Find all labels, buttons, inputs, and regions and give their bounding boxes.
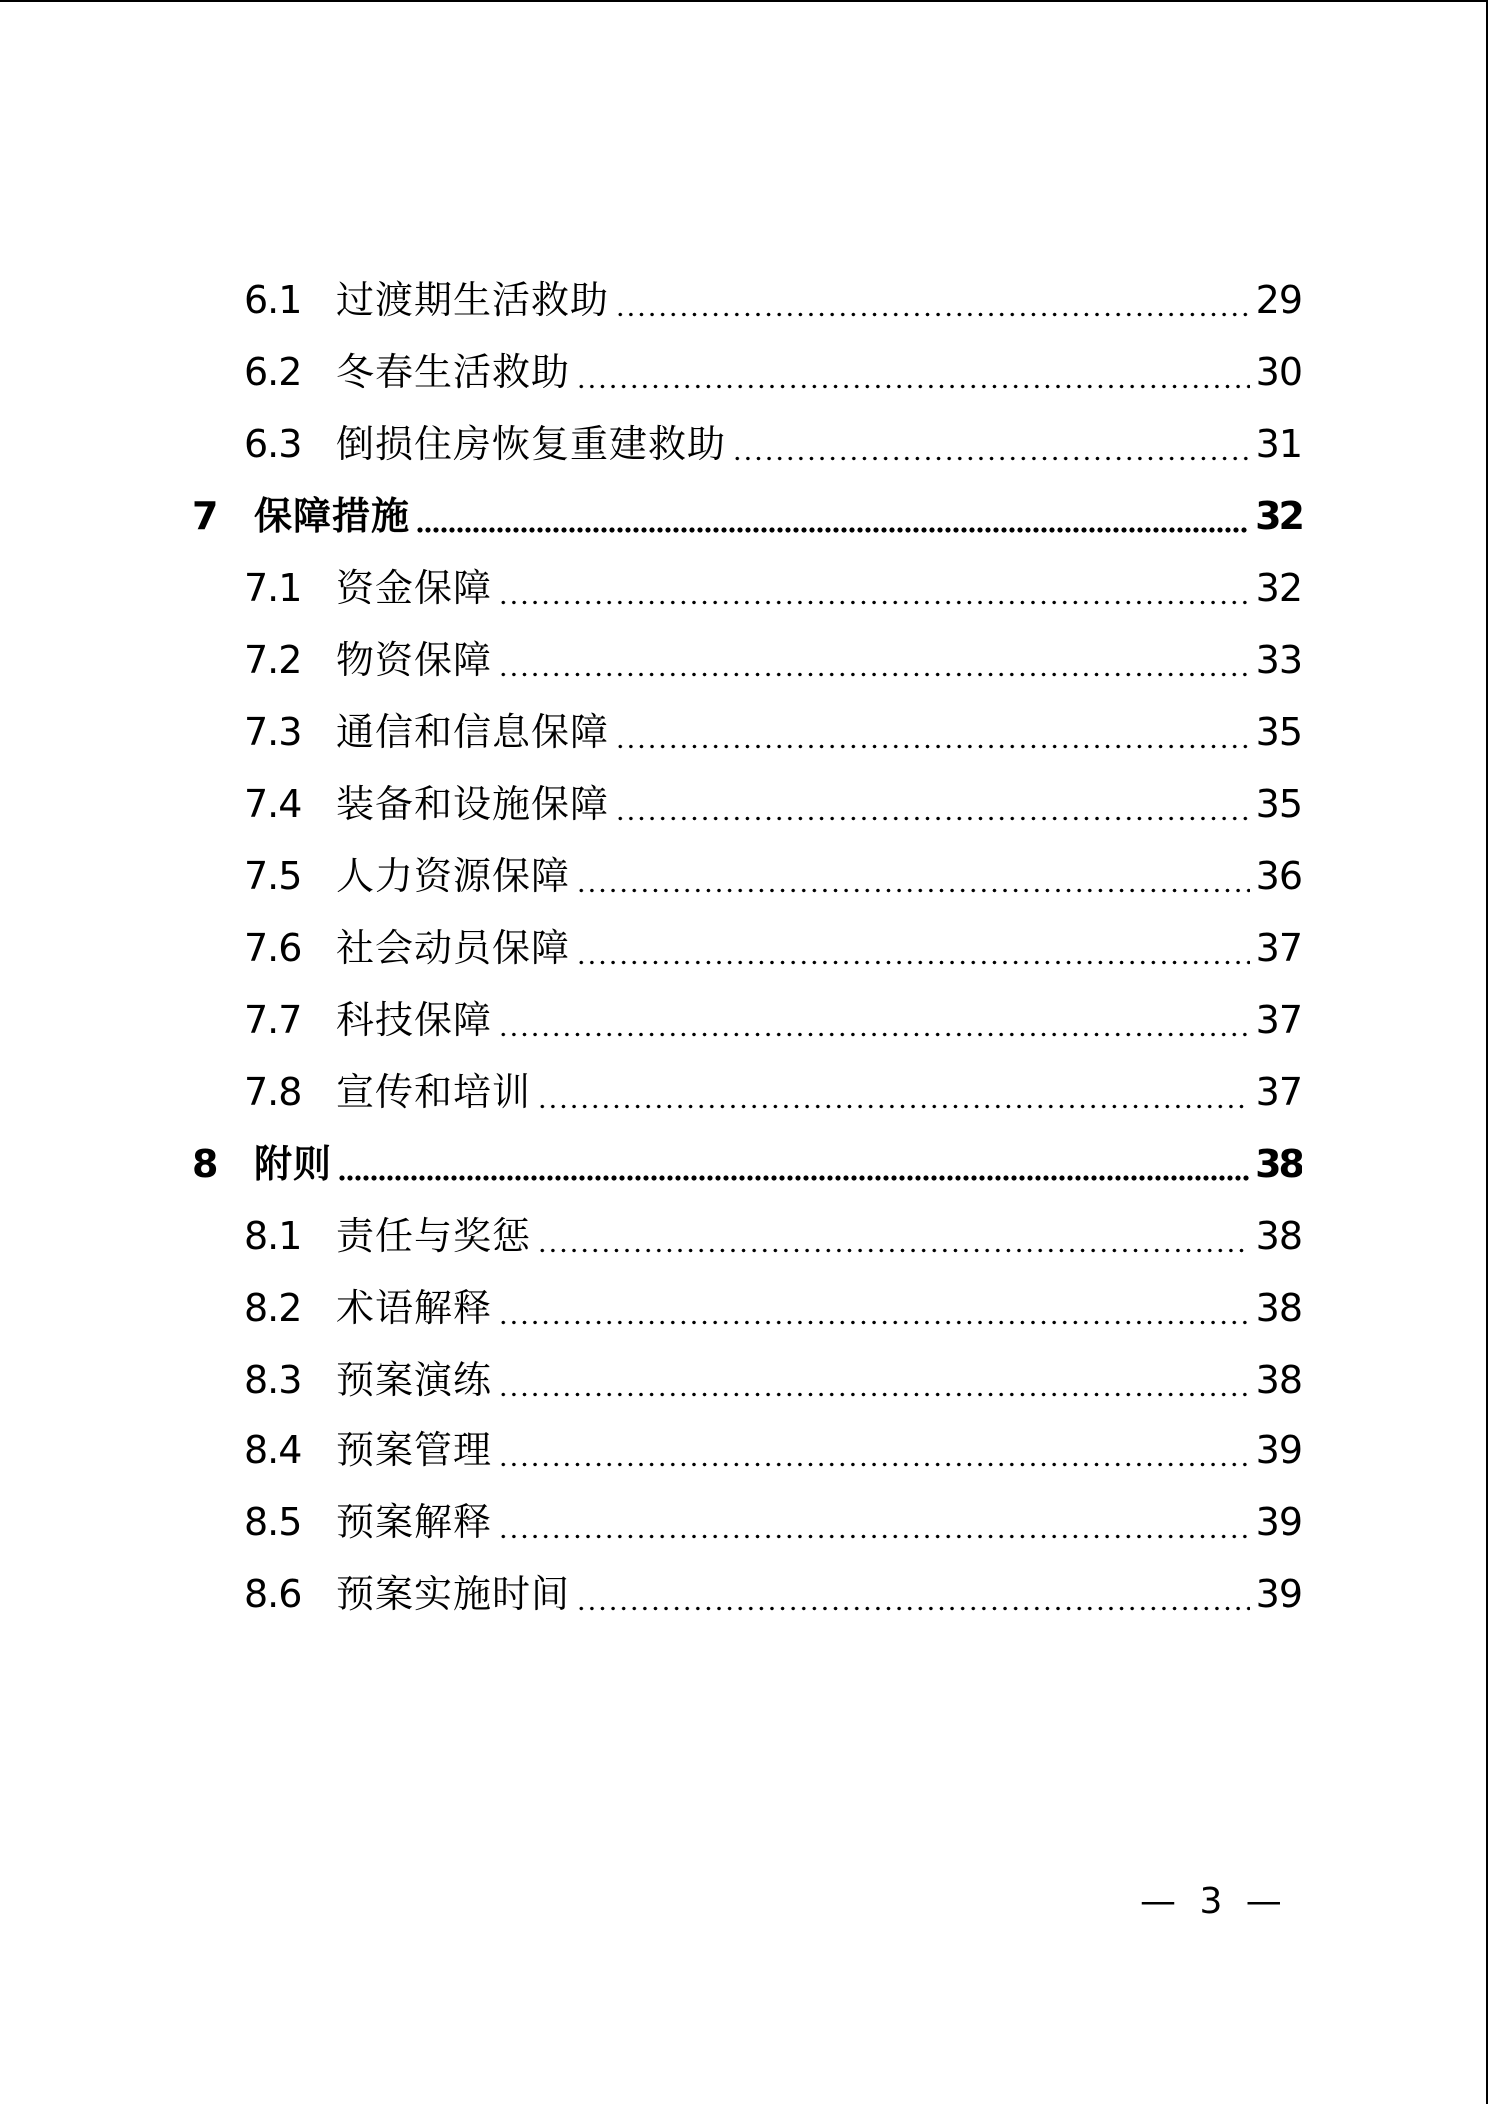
toc-dot-leader (498, 1350, 1250, 1410)
toc-dot-leader (576, 918, 1250, 978)
page-number: — 3 — (1140, 1881, 1282, 1922)
toc-entry-7-4[interactable] (244, 774, 1302, 834)
toc-entry-number: 7.1 (244, 566, 302, 610)
toc-dot-leader (732, 414, 1250, 474)
toc-chapter-title: 附则 (254, 1142, 333, 1186)
toc-entry-page: 29 (1255, 278, 1302, 322)
toc-dot-leader (498, 558, 1250, 618)
toc-entry-page: 37 (1255, 998, 1302, 1042)
toc-dot-leader (498, 1492, 1250, 1552)
toc-entry-8-5[interactable] (244, 1492, 1302, 1552)
toc-entry-page: 30 (1255, 350, 1302, 394)
toc-entry-number: 7.8 (244, 1070, 302, 1114)
toc-entry-title: 资金保障 (336, 566, 493, 610)
toc-entry-page: 38 (1255, 1358, 1302, 1402)
toc-entry-8-3[interactable] (244, 1350, 1302, 1410)
toc-entry-title: 物资保障 (336, 638, 493, 682)
toc-dot-leader (615, 774, 1250, 834)
toc-entry-6-3[interactable] (244, 414, 1302, 474)
toc-entry-page: 39 (1255, 1500, 1302, 1544)
toc-entry-page: 31 (1255, 422, 1302, 466)
toc-dot-leader (615, 702, 1250, 762)
toc-entry-8-2[interactable] (244, 1278, 1302, 1338)
page-border-top (0, 0, 1488, 2)
toc-entry-page: 38 (1255, 1214, 1302, 1258)
toc-entry-number: 8.1 (244, 1214, 302, 1258)
toc-entry-number: 7.6 (244, 926, 302, 970)
toc-entry-title: 预案实施时间 (336, 1572, 571, 1616)
toc-entry-title: 倒损住房恢复重建救助 (336, 422, 727, 466)
toc-entry-title: 装备和设施保障 (336, 782, 610, 826)
toc-chapter-title: 保障措施 (254, 494, 411, 538)
toc-dot-leader (338, 1134, 1249, 1194)
toc-entry-title: 预案演练 (336, 1358, 493, 1402)
toc-dot-leader (615, 270, 1250, 330)
toc-dot-leader (498, 630, 1250, 690)
toc-chapter-page: 32 (1255, 494, 1302, 538)
toc-dot-leader (576, 1564, 1250, 1624)
toc-entry-title: 通信和信息保障 (336, 710, 610, 754)
toc-entry-number: 7.5 (244, 854, 302, 898)
toc-entry-number: 7.2 (244, 638, 302, 682)
toc-entry-title: 责任与奖惩 (336, 1214, 532, 1258)
toc-entry-title: 过渡期生活救助 (336, 278, 610, 322)
toc-entry-number: 7.4 (244, 782, 302, 826)
toc-entry-title: 宣传和培训 (336, 1070, 532, 1114)
toc-entry-page: 35 (1255, 782, 1302, 826)
toc-entry-page: 37 (1255, 926, 1302, 970)
toc-entry-number: 8.2 (244, 1286, 302, 1330)
toc-entry-number: 6.2 (244, 350, 302, 394)
toc-entry-page: 37 (1255, 1070, 1302, 1114)
toc-entry-title: 冬春生活救助 (336, 350, 571, 394)
toc-chapter-8[interactable] (192, 1134, 1302, 1194)
toc-entry-number: 7.7 (244, 998, 302, 1042)
toc-dot-leader (498, 990, 1250, 1050)
toc-entry-number: 6.3 (244, 422, 302, 466)
toc-entry-title: 术语解释 (336, 1286, 493, 1330)
toc-entry-page: 35 (1255, 710, 1302, 754)
toc-dot-leader (576, 342, 1250, 402)
toc-entry-7-2[interactable] (244, 630, 1302, 690)
toc-entry-page: 39 (1255, 1572, 1302, 1616)
toc-dot-leader (576, 846, 1250, 906)
toc-entry-8-1[interactable] (244, 1206, 1302, 1266)
toc-chapter-number: 7 (192, 494, 218, 538)
toc-entry-page: 38 (1255, 1286, 1302, 1330)
toc-entry-page: 33 (1255, 638, 1302, 682)
toc-entry-7-1[interactable] (244, 558, 1302, 618)
toc-entry-7-6[interactable] (244, 918, 1302, 978)
toc-entry-title: 科技保障 (336, 998, 493, 1042)
toc-chapter-page: 38 (1255, 1142, 1302, 1186)
toc-entry-7-7[interactable] (244, 990, 1302, 1050)
toc-entry-title: 预案管理 (336, 1428, 493, 1472)
toc-entry-number: 8.3 (244, 1358, 302, 1402)
toc-entry-number: 8.6 (244, 1572, 302, 1616)
toc-entry-8-4[interactable] (244, 1420, 1302, 1480)
toc-dot-leader (416, 486, 1249, 546)
toc-entry-number: 8.4 (244, 1428, 302, 1472)
toc-entry-number: 6.1 (244, 278, 302, 322)
toc-entry-7-8[interactable] (244, 1062, 1302, 1122)
toc-entry-page: 36 (1255, 854, 1302, 898)
toc-entry-number: 7.3 (244, 710, 302, 754)
toc-entry-7-3[interactable] (244, 702, 1302, 762)
toc-dot-leader (498, 1278, 1250, 1338)
toc-dot-leader (537, 1206, 1250, 1266)
toc-entry-7-5[interactable] (244, 846, 1302, 906)
toc-entry-page: 32 (1255, 566, 1302, 610)
toc-dot-leader (498, 1420, 1250, 1480)
toc-dot-leader (537, 1062, 1250, 1122)
toc-entry-number: 8.5 (244, 1500, 302, 1544)
toc-entry-title: 社会动员保障 (336, 926, 571, 970)
toc-chapter-number: 8 (192, 1142, 218, 1186)
toc-entry-8-6[interactable] (244, 1564, 1302, 1624)
toc-entry-title: 预案解释 (336, 1500, 493, 1544)
toc-entry-6-2[interactable] (244, 342, 1302, 402)
toc-chapter-7[interactable] (192, 486, 1302, 546)
toc-entry-6-1[interactable] (244, 270, 1302, 330)
toc-entry-page: 39 (1255, 1428, 1302, 1472)
toc-entry-title: 人力资源保障 (336, 854, 571, 898)
